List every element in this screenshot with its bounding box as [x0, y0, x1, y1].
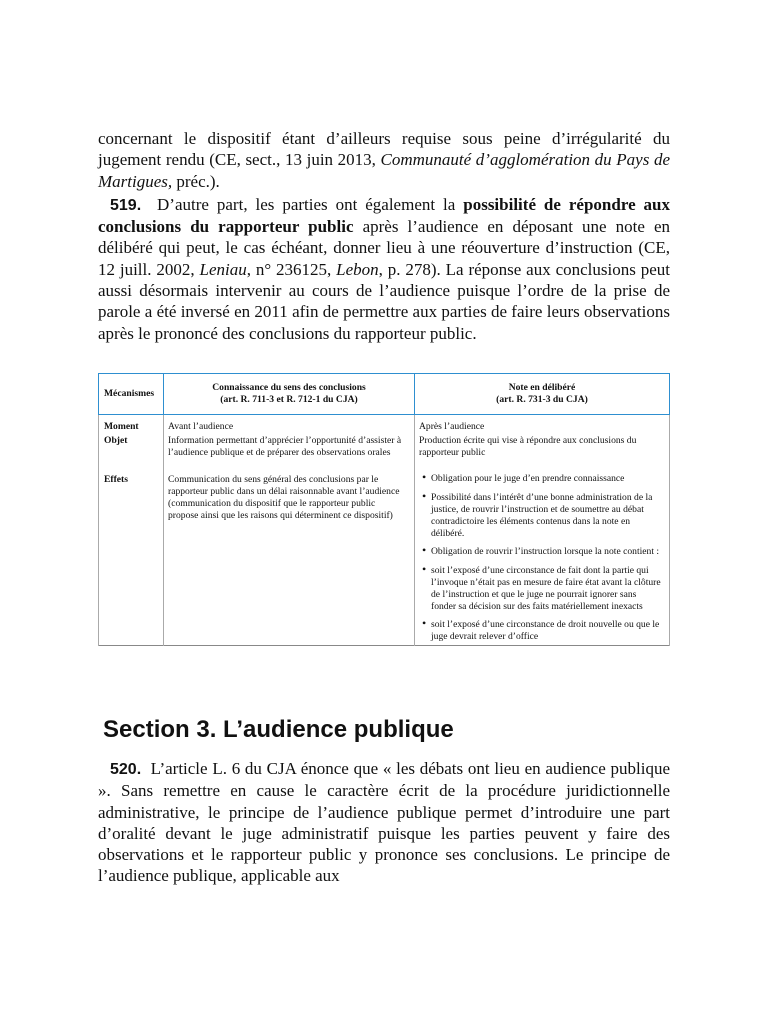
objet-connaissance: Information permettant d’apprécier l’opportunité d’assister à l’audience publique et de préparer des observations orales — [164, 433, 415, 459]
row-label-effets: Effets — [99, 458, 164, 645]
list-item: • Possibilité dans l’intérêt d’une bonne administration de la justice, de rouvrir l’instruction et de soumettre au débat contradictoire les éléments contenus dans la note en délibéré. — [419, 492, 663, 539]
page-body-top — [98, 128, 670, 344]
paragraph-number: 520. — [110, 761, 142, 778]
mechanisms-table — [98, 373, 670, 646]
table-row — [99, 433, 670, 459]
p519-text-2: après l’audience en déposant une note en délibéré qui peut, le cas échéant, donner lieu à une réouverture d’instruction (CE, 12 juill. 2002, — [98, 217, 670, 279]
table-row — [99, 415, 670, 433]
table-header-row — [99, 374, 670, 415]
p520-text: L’article L. 6 du CJA énonce que « les débats ont lieu en audience publique ». Sans remettre en cause le caractère écrit de la procédure juridictionnelle administrative, le principe de l’audience publique permet d’introduire une part d’oralité devant le juge administratif puisque les parties peuvent y faire des observations et le rapporteur public y prononce ses conclusions. Le principe de l’audience publique, applicable aux — [98, 759, 670, 886]
p519-text-4: , p. 278). La réponse aux conclusions peut aussi désormais intervenir au cours de l’audience puisque l’ordre de la prise de parole a été inversé en 2011 afin de permettre aux parties de faire leurs observations après le prononcé des conclusions du rapporteur public. — [98, 259, 670, 343]
row-label-objet: Objet — [99, 433, 164, 459]
list-item: • soit l’exposé d’une circonstance de fait dont la partie qui l’invoque n’était pas en mesure de faire état avant la clôture de l’instruction et que le juge ne pourrait ignorer sans fonder sa décision sur des faits matériellement inexacts — [419, 565, 663, 612]
section-heading: Section 3. L’audience publique — [103, 716, 454, 743]
moment-note: Après l’audience — [415, 415, 670, 433]
header-connaissance — [164, 374, 415, 415]
objet-note: Production écrite qui vise à répondre aux conclusions du rapporteur public — [415, 433, 670, 459]
list-item: • soit l’exposé d’une circonstance de droit nouvelle ou que le juge devrait relever d’office — [419, 619, 663, 643]
paragraph-520 — [98, 758, 670, 887]
effets-connaissance: Communication du sens général des conclusions par le rapporteur public dans un délai raisonnable avant l’audience (communication du dispositif que le rapporteur public propose ainsi que les raisons qui déterminent ce dispositif) — [164, 458, 415, 645]
p519-text-3: , n° 236125, — [246, 259, 337, 279]
page-body-bottom — [98, 758, 670, 887]
table-row — [99, 458, 670, 645]
intro-paragraph — [98, 128, 670, 192]
p519-text-1: D’autre part, les parties ont également la — [157, 194, 464, 214]
list-item: • Obligation de rouvrir l’instruction lorsque la note contient : — [419, 546, 663, 558]
intro-text-a: concernant le dispositif étant d’ailleurs requise sous peine d’irrégularité du jugement rendu (CE, sect., 13 juin 2013, — [98, 129, 670, 170]
header-note-line1: Note en délibéré — [508, 382, 576, 394]
header-mecanismes: Mécanismes — [99, 374, 164, 415]
effets-note — [415, 458, 670, 645]
intro-case-name: Communauté d’agglomération du Pays de Martigues, — [98, 150, 670, 191]
header-note-line2: (art. R. 731-3 du CJA) — [496, 394, 588, 405]
moment-connaissance: Avant l’audience — [164, 415, 415, 433]
list-item: • Obligation pour le juge d’en prendre connaissance — [419, 473, 663, 485]
intro-text-b: préc.). — [172, 171, 220, 191]
p519-case: Leniau — [199, 259, 247, 279]
p519-bold: possibilité de répondre aux conclusions du rapporteur public — [98, 194, 671, 237]
p519-rec: Lebon — [336, 259, 379, 279]
paragraph-519 — [98, 194, 670, 344]
header-connaissance-line2: (art. R. 711-3 et R. 712-1 du CJA) — [220, 394, 358, 405]
row-label-moment: Moment — [99, 415, 164, 433]
header-connaissance-line1: Connaissance du sens des conclusions — [212, 382, 366, 394]
paragraph-number: 519. — [110, 196, 142, 214]
effets-bullet-list — [419, 473, 663, 643]
header-note — [415, 374, 670, 415]
